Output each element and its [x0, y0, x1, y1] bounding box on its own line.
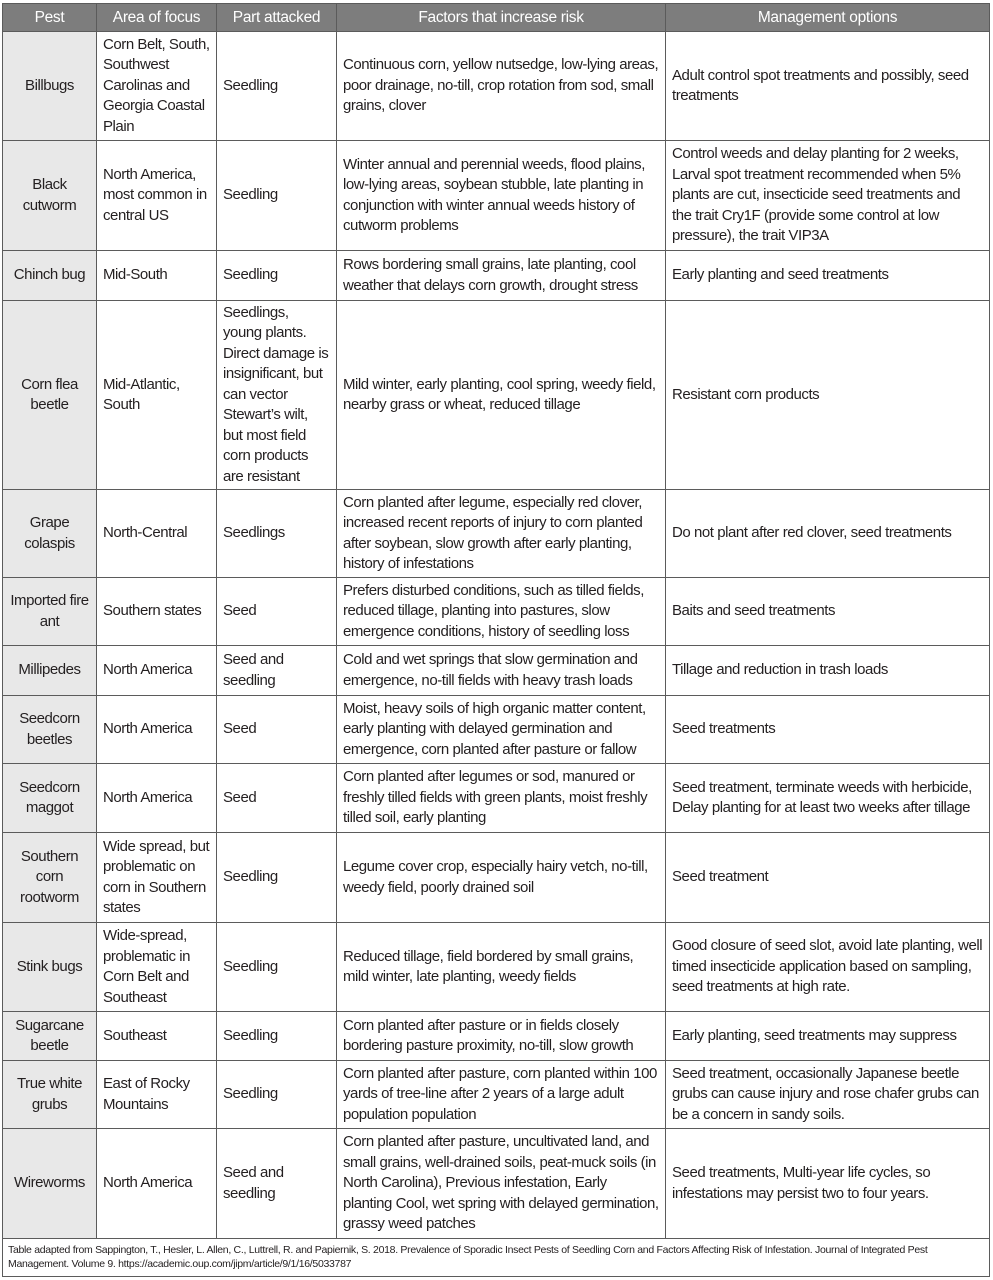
area-cell: Wide-spread, problematic in Corn Belt and Southeast: [97, 923, 217, 1012]
header-area-of-focus: Area of focus: [97, 4, 217, 32]
management-cell: Baits and seed treatments: [666, 578, 990, 646]
table-row: [3, 696, 990, 764]
management-cell: Seed treatments, Multi-year life cycles, so infestations may persist two to four years.: [666, 1129, 990, 1239]
factors-cell: Corn planted after pasture, uncultivated land, and small grains, well-drained soils, peat-muck soils (in North Carolina), Previous infestation, Early planting Cool, wet spring with delayed germination, grassy weed patches: [337, 1129, 666, 1239]
part-cell: Seedlings, young plants. Direct damage is insignificant, but can vector Stewart’s wilt, but most field corn products are resistant: [217, 301, 337, 490]
header-risk-factors: Factors that increase risk: [337, 4, 666, 32]
management-cell: Seed treatment: [666, 833, 990, 923]
factors-cell: Corn planted after legumes or sod, manured or freshly tilled fields with green plants, moist freshly tilled soil, early planting: [337, 764, 666, 833]
part-cell: Seed: [217, 696, 337, 764]
factors-cell: Corn planted after legume, especially red clover, increased recent reports of injury to corn planted after soybean, slow growth after early planting, history of infestations: [337, 490, 666, 578]
factors-cell: Mild winter, early planting, cool spring, weedy field, nearby grass or wheat, reduced tillage: [337, 301, 666, 490]
factors-cell: Corn planted after pasture or in fields closely bordering pasture proximity, no-till, slow growth: [337, 1012, 666, 1061]
header-pest: Pest: [3, 4, 97, 32]
factors-cell: Rows bordering small grains, late planting, cool weather that delays corn growth, drought stress: [337, 251, 666, 301]
pest-cell: Stink bugs: [3, 923, 97, 1012]
table-row: [3, 923, 990, 1012]
management-cell: Early planting, seed treatments may suppress: [666, 1012, 990, 1061]
part-cell: Seed: [217, 764, 337, 833]
factors-cell: Prefers disturbed conditions, such as tilled fields, reduced tillage, planting into pastures, slow emergence conditions, history of seedling loss: [337, 578, 666, 646]
part-cell: Seed and seedling: [217, 1129, 337, 1239]
pest-cell: Imported fire ant: [3, 578, 97, 646]
pest-cell: Millipedes: [3, 646, 97, 696]
pest-table-container: [2, 3, 989, 1277]
pest-cell: Black cutworm: [3, 141, 97, 251]
table-row: [3, 1061, 990, 1129]
table-row: [3, 141, 990, 251]
table-footnote: Table adapted from Sappington, T., Hesler, L. Allen, C., Luttrell, R. and Papiernik, S. 2018. Prevalence of Sporadic Insect Pests of Seedling Corn and Factors Affecting Risk of Infestation. Journal of Integrated Pest Management. Volume 9. https://academic.oup.com/jipm/article/9/1/16/5033787: [3, 1239, 990, 1277]
management-cell: Tillage and reduction in trash loads: [666, 646, 990, 696]
management-cell: Do not plant after red clover, seed treatments: [666, 490, 990, 578]
management-cell: Good closure of seed slot, avoid late planting, well timed insecticide application based on sampling, seed treatments at high rate.: [666, 923, 990, 1012]
header-part-attacked: Part attacked: [217, 4, 337, 32]
part-cell: Seedlings: [217, 490, 337, 578]
area-cell: Southeast: [97, 1012, 217, 1061]
table-row: [3, 490, 990, 578]
management-cell: Control weeds and delay planting for 2 weeks, Larval spot treatment recommended when 5% plants are cut, insecticide seed treatments and the trait Cry1F (provide some control at low pressure), the trait VIP3A: [666, 141, 990, 251]
management-cell: Seed treatment, terminate weeds with herbicide, Delay planting for at least two weeks after tillage: [666, 764, 990, 833]
area-cell: Wide spread, but problematic on corn in Southern states: [97, 833, 217, 923]
management-cell: Early planting and seed treatments: [666, 251, 990, 301]
table-row: [3, 646, 990, 696]
management-cell: Resistant corn products: [666, 301, 990, 490]
factors-cell: Continuous corn, yellow nutsedge, low-lying areas, poor drainage, no-till, crop rotation from sod, small grains, clover: [337, 32, 666, 141]
footnote-row: [3, 1239, 990, 1277]
pest-cell: Grape colaspis: [3, 490, 97, 578]
area-cell: East of Rocky Mountains: [97, 1061, 217, 1129]
area-cell: North-Central: [97, 490, 217, 578]
part-cell: Seedling: [217, 141, 337, 251]
factors-cell: Winter annual and perennial weeds, flood plains, low-lying areas, soybean stubble, late planting in conjunction with winter annual weeds history of cutworm problems: [337, 141, 666, 251]
factors-cell: Reduced tillage, field bordered by small grains, mild winter, late planting, weedy fields: [337, 923, 666, 1012]
area-cell: North America, most common in central US: [97, 141, 217, 251]
table-row: [3, 251, 990, 301]
factors-cell: Corn planted after pasture, corn planted within 100 yards of tree-line after 2 years of a large adult population population: [337, 1061, 666, 1129]
table-row: [3, 1129, 990, 1239]
part-cell: Seedling: [217, 1061, 337, 1129]
pest-cell: Chinch bug: [3, 251, 97, 301]
area-cell: North America: [97, 764, 217, 833]
area-cell: North America: [97, 646, 217, 696]
part-cell: Seedling: [217, 833, 337, 923]
part-cell: Seed: [217, 578, 337, 646]
factors-cell: Legume cover crop, especially hairy vetch, no-till, weedy field, poorly drained soil: [337, 833, 666, 923]
table-row: [3, 833, 990, 923]
table-row: [3, 32, 990, 141]
pest-cell: Seedcorn maggot: [3, 764, 97, 833]
table-row: [3, 301, 990, 490]
pest-cell: Southern corn rootworm: [3, 833, 97, 923]
area-cell: Mid-Atlantic, South: [97, 301, 217, 490]
pest-cell: Wireworms: [3, 1129, 97, 1239]
part-cell: Seedling: [217, 1012, 337, 1061]
part-cell: Seedling: [217, 923, 337, 1012]
part-cell: Seed and seedling: [217, 646, 337, 696]
pest-table: [2, 3, 990, 1277]
pest-cell: Corn flea beetle: [3, 301, 97, 490]
table-header-row: [3, 4, 990, 32]
pest-cell: True white grubs: [3, 1061, 97, 1129]
area-cell: North America: [97, 1129, 217, 1239]
header-management-options: Management options: [666, 4, 990, 32]
part-cell: Seedling: [217, 251, 337, 301]
table-row: [3, 578, 990, 646]
pest-cell: Billbugs: [3, 32, 97, 141]
management-cell: Seed treatment, occasionally Japanese beetle grubs can cause injury and rose chafer grubs can be a concern in sandy soils.: [666, 1061, 990, 1129]
table-row: [3, 1012, 990, 1061]
area-cell: Mid-South: [97, 251, 217, 301]
part-cell: Seedling: [217, 32, 337, 141]
management-cell: Seed treatments: [666, 696, 990, 764]
pest-cell: Sugarcane beetle: [3, 1012, 97, 1061]
factors-cell: Cold and wet springs that slow germination and emergence, no-till fields with heavy trash loads: [337, 646, 666, 696]
area-cell: Southern states: [97, 578, 217, 646]
area-cell: Corn Belt, South, Southwest Carolinas and Georgia Coastal Plain: [97, 32, 217, 141]
pest-cell: Seedcorn beetles: [3, 696, 97, 764]
management-cell: Adult control spot treatments and possibly, seed treatments: [666, 32, 990, 141]
area-cell: North America: [97, 696, 217, 764]
factors-cell: Moist, heavy soils of high organic matter content, early planting with delayed germination and emergence, corn planted after pasture or fallow: [337, 696, 666, 764]
table-row: [3, 764, 990, 833]
